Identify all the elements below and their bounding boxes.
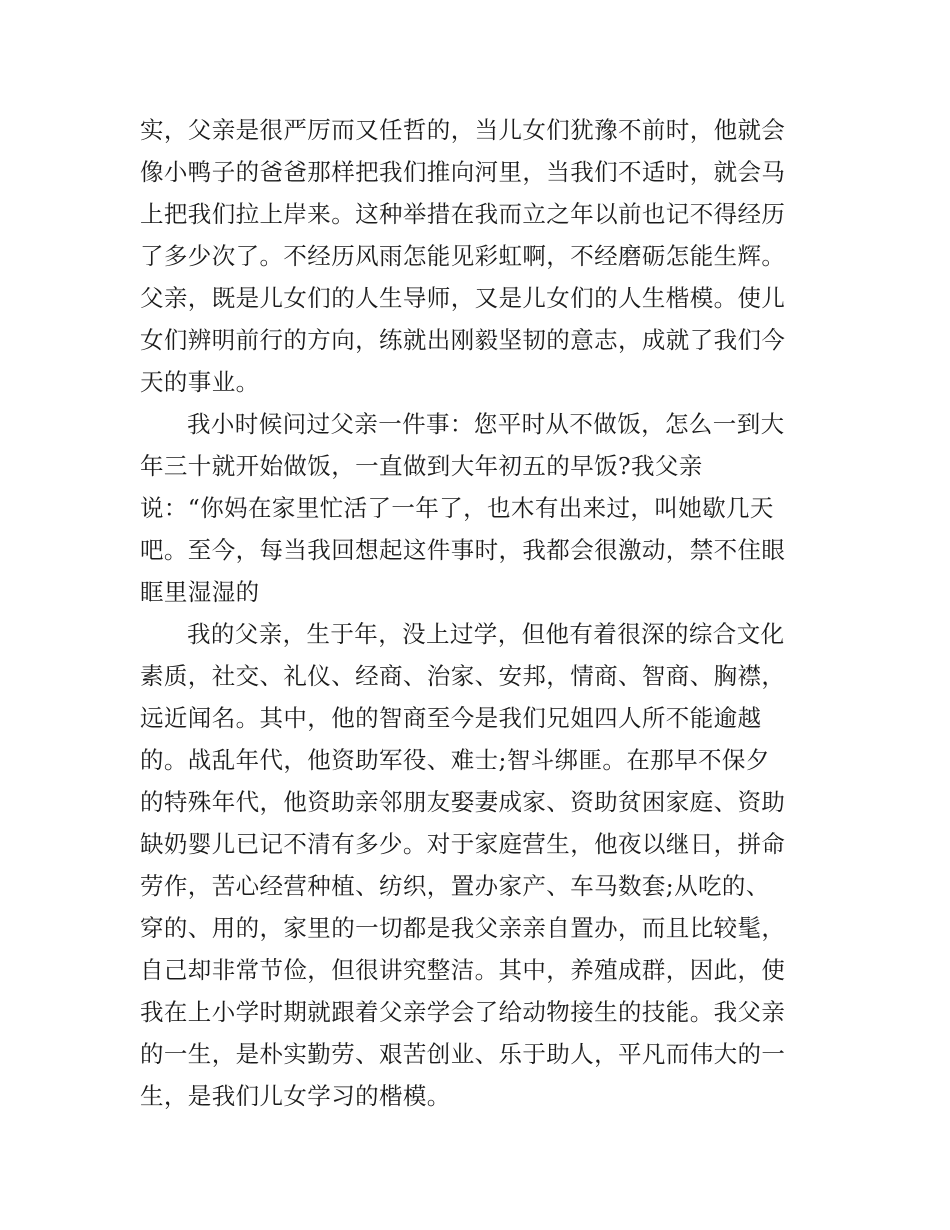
text-line: 眶里湿湿的 xyxy=(140,578,260,606)
text-line: 素质，社交、礼仪、经商、治家、安邦，情商、智商、胸襟， xyxy=(140,662,786,690)
text-line: 像小鸭子的爸爸那样把我们推向河里，当我们不适时，就会马 xyxy=(140,158,786,186)
text-line: 父亲，既是儿女们的人生导师，又是儿女们的人生楷模。使儿 xyxy=(140,284,786,312)
text-line: 年三十就开始做饭，一直做到大年初五的早饭?我父亲 xyxy=(140,452,703,480)
text-line: 女们辨明前行的方向，练就出刚毅坚韧的意志，成就了我们今 xyxy=(140,326,786,354)
text-line: 劳作，苦心经营种植、纺织，置办家产、车马数套;从吃的、 xyxy=(140,872,770,900)
text-line: 自己却非常节俭，但很讲究整洁。其中，养殖成群，因此，使 xyxy=(140,956,786,984)
text-line: 远近闻名。其中，他的智商至今是我们兄姐四人所不能逾越 xyxy=(140,704,762,732)
body-text xyxy=(140,109,820,1117)
text-line: 了多少次了。不经历风雨怎能见彩虹啊，不经磨砺怎能生辉。 xyxy=(140,242,786,270)
text-line: 的特殊年代，他资助亲邻朋友娶妻成家、资助贫困家庭、资助 xyxy=(140,788,786,816)
text-line: 的。战乱年代，他资助军役、难士;智斗绑匪。在那早不保夕 xyxy=(140,746,770,774)
text-line: 实，父亲是很严厉而又任哲的，当儿女们犹豫不前时，他就会 xyxy=(140,116,786,144)
text-line: 生，是我们儿女学习的楷模。 xyxy=(140,1082,451,1110)
text-line: 的一生，是朴实勤劳、艰苦创业、乐于助人，平凡而伟大的一 xyxy=(140,1040,786,1068)
text-line: 吧。至今，每当我回想起这件事时，我都会很激动，禁不住眼 xyxy=(140,536,786,564)
paragraph-start-line: 我小时候问过父亲一件事：您平时从不做饭，怎么一到大 xyxy=(187,410,785,438)
text-line: 上把我们拉上岸来。这种举措在我而立之年以前也记不得经历 xyxy=(140,200,786,228)
text-line: 天的事业。 xyxy=(140,368,260,396)
text-line: 我在上小学时期就跟着父亲学会了给动物接生的技能。我父亲 xyxy=(140,998,786,1026)
text-line: 说：“你妈在家里忙活了一年了，也木有出来过，叫她歇几天 xyxy=(140,494,774,522)
text-line: 穿的、用的，家里的一切都是我父亲亲自置办，而且比较髦， xyxy=(140,914,786,942)
paragraph-start-line: 我的父亲，生于年，没上过学，但他有着很深的综合文化 xyxy=(187,620,785,648)
text-line: 缺奶婴儿已记不清有多少。对于家庭营生，他夜以继日，拼命 xyxy=(140,830,786,858)
